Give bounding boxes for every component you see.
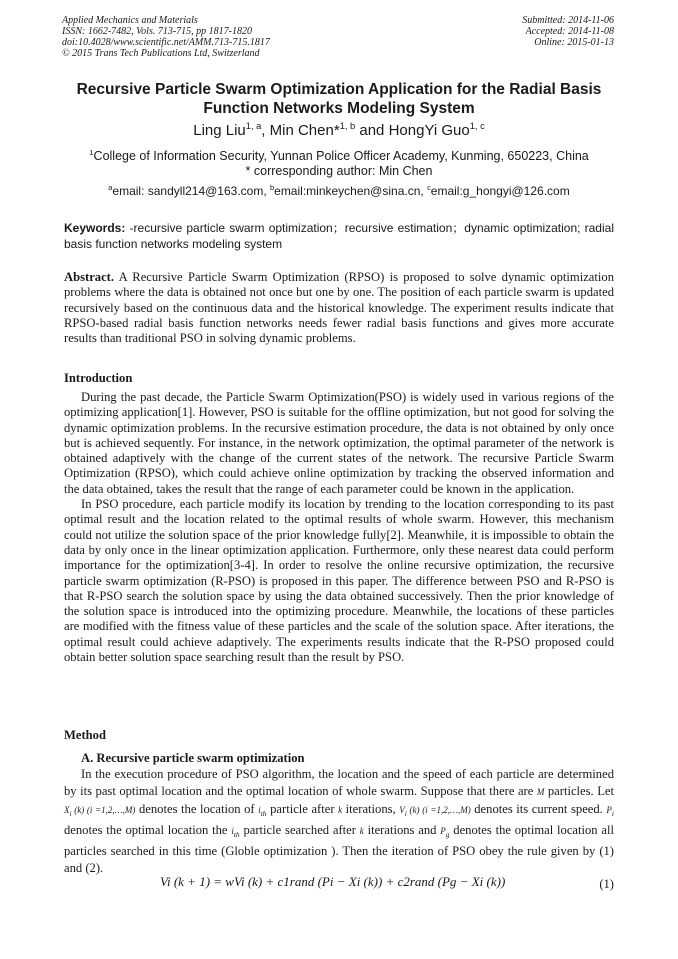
equation-number: (1) (599, 877, 614, 891)
paragraph: In PSO procedure, each particle modify its location by trending to the location corresponding to its past optimal result and the location related to the optimal results of whole swarm. However, this mechanism could not utilize the solution space of the prior knowledge fully[2]. Meanwhile, it is impossible to obtain the data by only once in the linear optimization application. Furthermore, only these nearest data could perform importance for the optimization[3-4]. In order to resolve the online recursive optimization, the recursive particle swarm optimization (R-PSO) is proposed in this paper. The difference between PSO and R-PSO is that R-PSO search the solution space by using the data obtained successively. Then the prior knowledge of the solution space is introduced into the optimizing procedure. Meanwhile, the locations of these particles are modified with the fitness value of these particles and the scale of the solution space. After iterations, the optimal result could achieve adaptively. The experiments results indicate that the R-PSO proposed could obtain better solution space searching result than the result by PSO. (64, 497, 614, 665)
math-inline (231, 825, 240, 839)
text-run: iterations, (342, 802, 400, 816)
math-subscript: i (404, 808, 407, 818)
text-run: particle searched after (239, 822, 360, 837)
affiliation (40, 149, 638, 179)
author-separator: , (261, 122, 270, 139)
introduction-body (64, 390, 614, 665)
math-symbol: i (231, 825, 234, 836)
affiliation-text: College of Information Security, Yunnan Police Officer Academy, Kunming, 650223, China (93, 149, 589, 163)
math-symbol: i (258, 805, 261, 815)
text-run: particle after (266, 802, 339, 816)
email-b: email:minkeychen@sina.cn, (274, 184, 428, 198)
author-affiliation-mark: 1, c (469, 121, 485, 131)
email-list (40, 184, 638, 199)
copyright-line: © 2015 Trans Tech Publications Ltd, Switzerland (62, 48, 260, 59)
text-run: iterations and (363, 822, 441, 837)
math-symbol: k (359, 825, 364, 836)
paragraph: During the past decade, the Particle Swarm Optimization(PSO) is widely used in various regions of the optimizing application[1]. However, PSO is suitable for the offline optimization, but not good for solving the dynamic optimization problems. In the recursive estimation procedure, the data is not obtained by only once but is achieved sequently. For instance, in the network optimization, the optimal parameter of the network is obtained adaptively with the change of the current states of the network. The recursive Particle Swarm Optimization (RPSO), which could achieve online optimization by tracking the observed information and the data obtained, takes the result that the range of each parameter could be known in the application. (64, 390, 614, 496)
keywords-label: Keywords: (64, 221, 126, 235)
doi-line: doi:10.4028/www.scientific.net/AMM.713-715.1817 (62, 37, 270, 48)
math-inline (258, 805, 267, 818)
title-line-2: Function Networks Modeling System (203, 100, 475, 117)
math-symbol: M (536, 787, 545, 797)
math-inline (64, 805, 136, 818)
email-a: email: sandyll214@163.com, (112, 184, 270, 198)
text-run: denotes its current speed. (470, 802, 607, 816)
abstract (64, 270, 614, 346)
paragraph (64, 766, 614, 877)
affiliation-mark: 1 (89, 147, 94, 157)
issn-line: ISSN: 1662-7482, Vols. 713-715, pp 1817-1820 (62, 26, 252, 37)
text-run: particles. Let (544, 784, 614, 798)
math-symbol: P (440, 825, 446, 836)
abstract-label: Abstract. (64, 270, 115, 284)
math-subscript: i (69, 808, 72, 818)
math-symbol: X (64, 805, 70, 815)
text-run: denotes the optimal location the (64, 822, 232, 837)
math-symbol: P (606, 805, 612, 815)
author-affiliation-mark: 1, a (245, 121, 262, 131)
math-inline (606, 805, 614, 818)
math-subscript: th (233, 829, 240, 839)
journal-header (62, 15, 270, 59)
method-body (64, 766, 614, 877)
author-affiliation-mark: 1, b (339, 121, 356, 131)
math-symbol: V (399, 805, 405, 815)
submitted-date: Submitted: 2014-11-06 (522, 15, 614, 26)
email-mark: a (108, 183, 113, 192)
accepted-date: Accepted: 2014-11-08 (525, 26, 614, 37)
math-subscript: i (611, 808, 614, 818)
math-symbol: k (338, 805, 343, 815)
text-run: denotes the location of (135, 802, 259, 816)
subsection-heading: A. Recursive particle swarm optimization (81, 751, 305, 765)
title-line-1: Recursive Particle Swarm Optimization Application for the Radial Basis (76, 81, 602, 98)
email-c: email:g_hongyi@126.com (430, 184, 570, 198)
author-separator: and (355, 122, 389, 139)
corresponding-author: * corresponding author: Min Chen (245, 164, 433, 178)
introduction-heading: Introduction (64, 371, 133, 385)
paper-title (40, 80, 638, 118)
author-name: HongYi Guo (388, 122, 470, 139)
keywords (64, 220, 614, 252)
equation-1: Vi (k + 1) = wVi (k) + c1rand (Pi − Xi (k)) + c2rand (Pg − Xi (k)) (160, 874, 506, 889)
math-subscript: th (260, 808, 267, 818)
email-mark: c (427, 183, 431, 192)
online-date: Online: 2015-01-13 (534, 37, 614, 48)
journal-name: Applied Mechanics and Materials (62, 15, 198, 26)
math-symbol: (k) (i =1,2,…,M) (71, 805, 136, 815)
math-symbol: (k) (i =1,2,…,M) (406, 805, 471, 815)
author-list (40, 122, 638, 140)
author-name: Min Chen* (269, 122, 340, 139)
email-mark: b (270, 183, 275, 192)
keywords-text: -recursive particle swarm optimization；recursive estimation；dynamic optimization; radial basis function networks modeling system (64, 221, 614, 251)
math-inline (399, 805, 471, 818)
dates-header (522, 15, 614, 48)
abstract-text: A Recursive Particle Swarm Optimization (RPSO) is proposed to solve dynamic optimization problems where the data is obtained not once but one by one. The position of each particle swarm is updated recursively based on the continuous data and the historical knowledge. The experiment results indicate that RPSO-based radial basis function networks needs fewer radial basis functions and gives more accurate results than traditional PSO in solving dynamic problems. (64, 270, 614, 346)
math-subscript: g (445, 829, 450, 839)
text-run: denotes the optimal location all particles searched in this time (Globle optimization ). Then the iteration of PSO obey the rule given by (1) and (2). (64, 822, 614, 875)
text-run: In the execution procedure of PSO algorithm, the location and the speed of each particle are determined by its past optimal location and the optimal location of whole swarm. Suppose that there are (64, 767, 614, 798)
author-name: Ling Liu (193, 122, 246, 139)
method-heading: Method (64, 728, 106, 742)
